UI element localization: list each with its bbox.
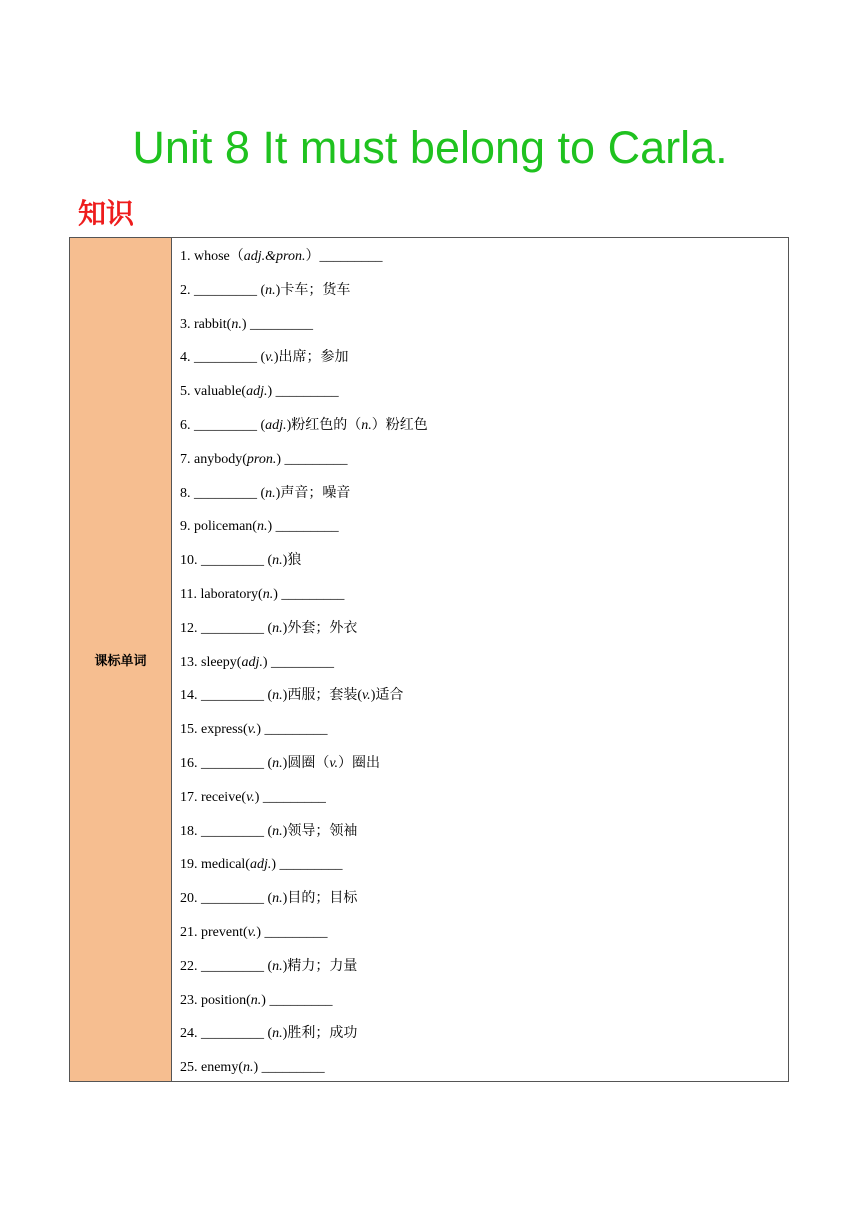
part-of-speech: n. [272, 823, 283, 839]
vocab-text: )圆圈（ [282, 755, 330, 771]
vocab-text: 10. _________ ( [180, 553, 273, 569]
vocab-text: 7. anybody( [180, 451, 247, 467]
part-of-speech: v. [362, 688, 371, 704]
vocab-text: ) _________ [253, 1060, 325, 1076]
vocab-item [172, 375, 788, 409]
vocab-text: )声音；噪音 [275, 485, 351, 501]
part-of-speech: n. [272, 620, 283, 636]
vocab-item [172, 544, 788, 578]
word-list [172, 238, 788, 1081]
vocab-item [172, 815, 788, 849]
part-of-speech: v. [329, 755, 339, 771]
part-of-speech: n. [272, 553, 283, 569]
vocab-text: 3. rabbit( [180, 316, 232, 332]
vocab-text: )狼 [282, 553, 302, 569]
vocab-text: 8. _________ ( [180, 485, 266, 501]
vocab-item [172, 781, 788, 815]
vocab-item [172, 950, 788, 984]
vocabulary-table [69, 237, 789, 1082]
vocab-item [172, 477, 788, 511]
vocab-text: 5. valuable( [180, 384, 247, 400]
vocab-item [172, 679, 788, 713]
category-cell [70, 238, 172, 1081]
vocab-item [172, 882, 788, 916]
vocab-text: ）圈出 [338, 755, 381, 771]
vocab-text: ) _________ [254, 789, 326, 805]
vocab-text: )粉红色的（ [286, 417, 362, 433]
vocab-item [172, 747, 788, 781]
vocab-item [172, 984, 788, 1018]
part-of-speech: n. [242, 1060, 254, 1076]
vocab-item [172, 409, 788, 443]
part-of-speech: n. [231, 316, 242, 332]
vocab-text: )领导；领袖 [282, 823, 358, 839]
vocab-text: )出席；参加 [273, 350, 349, 366]
part-of-speech: n. [361, 417, 372, 433]
part-of-speech: adj. [246, 384, 268, 400]
part-of-speech: adj. [249, 857, 272, 873]
vocab-text: ) _________ [262, 654, 334, 670]
part-of-speech: adj. [265, 417, 287, 433]
vocab-item [172, 646, 788, 680]
vocab-item [172, 578, 788, 612]
vocab-text: 14. _________ ( [180, 688, 273, 704]
vocab-text: 16. _________ ( [180, 755, 273, 771]
vocab-item [172, 308, 788, 342]
vocab-text: 11. laboratory( [180, 586, 263, 602]
part-of-speech: n. [272, 755, 283, 771]
part-of-speech: n. [262, 586, 274, 602]
vocab-text: )卡车；货车 [275, 282, 351, 298]
vocab-item [172, 341, 788, 375]
part-of-speech: v. [247, 722, 257, 738]
part-of-speech: v. [246, 789, 255, 805]
page-title: Unit 8 It must belong to Carla. [132, 122, 728, 173]
part-of-speech: n. [272, 1026, 283, 1042]
vocab-text: ) _________ [267, 384, 339, 400]
vocab-text: 19. medical( [180, 857, 250, 873]
part-of-speech: n. [265, 282, 276, 298]
vocab-text: )西服；套装( [282, 688, 362, 704]
vocab-text: 20. _________ ( [180, 891, 273, 907]
vocab-item [172, 274, 788, 308]
vocab-text: 25. enemy( [180, 1060, 243, 1076]
vocab-text: 22. _________ ( [180, 958, 273, 974]
vocab-text: ) _________ [273, 586, 345, 602]
vocab-text: ) _________ [256, 722, 328, 738]
vocab-text: 2. _________ ( [180, 282, 266, 298]
part-of-speech: n. [272, 958, 283, 974]
vocab-item [172, 612, 788, 646]
vocab-text: ）_________ [305, 249, 383, 264]
vocab-text: 15. express( [180, 722, 248, 738]
vocab-text: 21. prevent( [180, 924, 248, 940]
part-of-speech: v. [247, 924, 257, 940]
vocab-item [172, 1017, 788, 1051]
vocab-text: )精力；力量 [282, 958, 358, 974]
vocab-item [172, 848, 788, 882]
category-label: 课标单词 [94, 654, 147, 669]
vocab-text: )外套；外衣 [282, 620, 358, 636]
vocab-text: ) _________ [271, 857, 343, 873]
vocab-text: ) _________ [261, 992, 333, 1008]
part-of-speech: adj.&pron. [243, 249, 306, 264]
part-of-speech: adj. [241, 654, 263, 670]
vocab-text: 9. policeman( [180, 519, 257, 535]
part-of-speech: n. [272, 688, 283, 704]
vocab-text: 1. whose（ [180, 249, 244, 264]
vocab-text: ) _________ [276, 451, 348, 467]
part-of-speech: n. [256, 519, 268, 535]
vocab-text: 4. _________ ( [180, 350, 266, 366]
vocab-text: 12. _________ ( [180, 620, 273, 636]
vocab-item [172, 713, 788, 747]
vocab-text: ) _________ [241, 316, 313, 332]
part-of-speech: n. [265, 485, 276, 501]
part-of-speech: n. [272, 891, 283, 907]
vocab-text: 13. sleepy( [180, 654, 242, 670]
vocab-text: 18. _________ ( [180, 823, 273, 839]
vocab-text: 6. _________ ( [180, 417, 266, 433]
vocab-text: ）粉红色 [371, 417, 428, 433]
vocab-item [172, 443, 788, 477]
vocab-text: )胜利；成功 [282, 1026, 358, 1042]
vocab-item [172, 1051, 788, 1085]
vocab-item [172, 240, 788, 274]
part-of-speech: pron. [246, 451, 277, 467]
vocab-text: 23. position( [180, 992, 251, 1008]
part-of-speech: n. [250, 992, 262, 1008]
vocab-text: )目的；目标 [282, 891, 358, 907]
vocab-text: 17. receive( [180, 789, 247, 805]
vocab-item [172, 510, 788, 544]
section-heading: 知识 [78, 197, 135, 230]
vocab-text: )适合 [370, 688, 404, 704]
vocab-text: ) _________ [267, 519, 339, 535]
vocab-item [172, 916, 788, 950]
vocab-text: 24. _________ ( [180, 1026, 273, 1042]
part-of-speech: v. [265, 350, 274, 366]
vocab-text: ) _________ [256, 924, 328, 940]
